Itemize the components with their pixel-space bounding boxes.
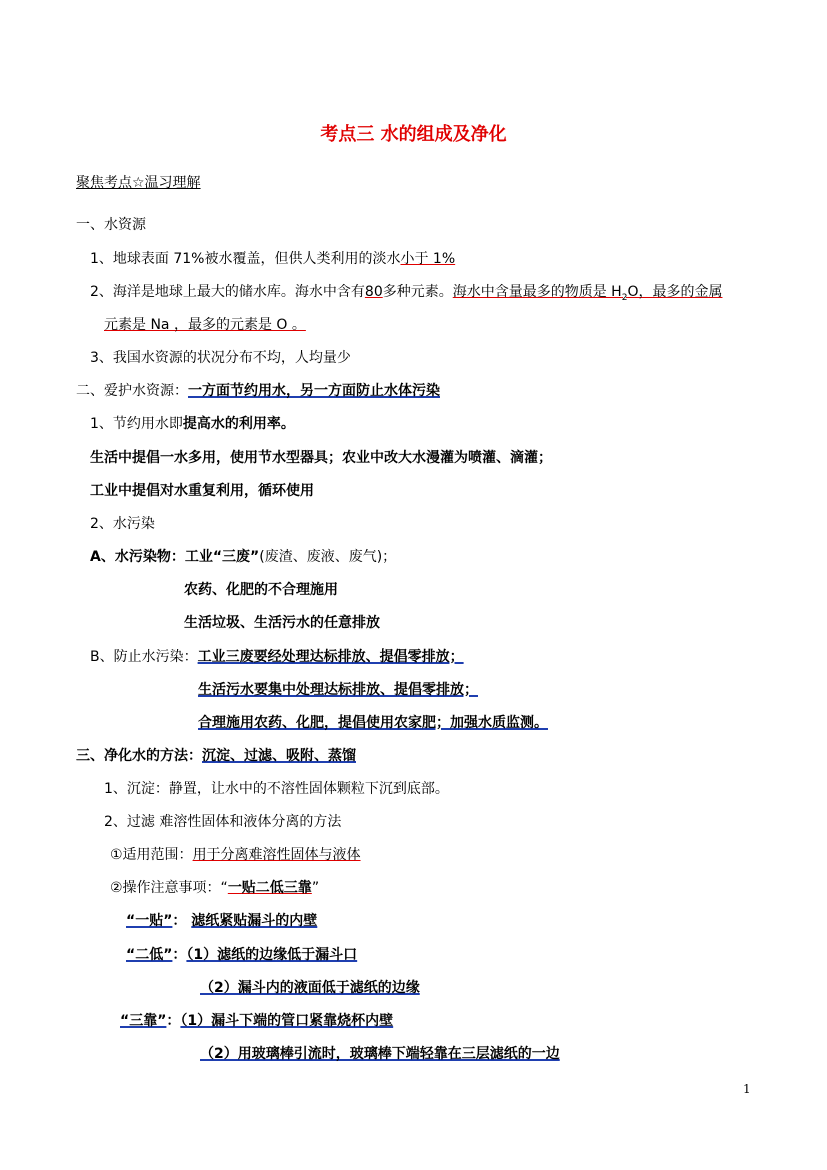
s2-b-text-1: 工业三废要经处理达标排放、提倡零排放； [197, 649, 464, 665]
s1-item-3: 3、我国水资源的状况分布不均，人均量少 [90, 350, 351, 366]
s3-erdi [126, 945, 357, 965]
s1-item-2 [90, 282, 722, 308]
s3-scope [110, 845, 361, 865]
s1-item-2-cont-text: 元素是 Na ，最多的元素是 O 。 [104, 317, 306, 333]
page-number: 1 [743, 1082, 751, 1096]
section-subtitle [76, 173, 201, 193]
page-title: 考点三 水的组成及净化 [320, 124, 507, 145]
s1-item-2-text-a: 2、海洋是地球上最大的储水库。海水中含有 [90, 284, 365, 300]
s1-item-2-text-g: ，最多的金属 [638, 284, 723, 300]
s2-item-1-b: 提高水的利用率。 [182, 416, 295, 432]
s3-notes-key: 一贴二低三靠 [227, 880, 312, 896]
s2-a-line-2: 农药、化肥的不合理施用 [184, 582, 338, 598]
s3-yitie-label: “一贴” [126, 913, 173, 929]
s1-item-1 [90, 249, 455, 269]
s1-item-2-text-f: O [627, 284, 639, 300]
heading-2-b: 一方面节约用水，另一方面防止水体污染 [188, 383, 440, 399]
s3-erdi-label: “二低” [126, 947, 173, 963]
s3-erdi-colon: ： [172, 947, 187, 963]
s1-item-2-text-d: 海水中含量最多的物质是 H [452, 284, 622, 300]
s3-sankao [120, 1011, 393, 1031]
heading-1: 一、水资源 [76, 217, 146, 233]
s2-item-1-a: 1、节约用水即 [90, 416, 183, 432]
s3-item-1: 1、沉淀：静置，让水中的不溶性固体颗粒下沉到底部。 [104, 781, 449, 797]
s3-sankao-text-1: （1）漏斗下端的管口紧靠烧杯内壁 [180, 1013, 394, 1029]
s2-a-detail: (废渣、废液、废气)； [259, 549, 397, 565]
s1-item-2-highlight [452, 284, 723, 303]
s1-item-2-sub: 2 [621, 292, 628, 303]
s3-notes-close: ” [311, 880, 320, 896]
s2-a-line-3: 生活垃圾、生活污水的任意排放 [184, 615, 380, 631]
heading-3-a: 三、净化水的方法： [76, 748, 202, 764]
s2-b-line-1 [90, 647, 464, 667]
s3-yitie-text: 滤纸紧贴漏斗的内壁 [191, 913, 318, 929]
heading-2 [76, 381, 440, 401]
heading-3 [76, 746, 356, 766]
s2-b-text-3: 合理施用农药、化肥，提倡使用农家肥；加强水质监测。 [198, 715, 548, 731]
s1-item-1-text: 1、地球表面 71%被水覆盖，但供人类利用的淡水 [90, 251, 401, 267]
s2-item-1 [90, 414, 295, 434]
s3-yitie [126, 911, 317, 931]
s3-sankao-text-2: （2）用玻璃棒引流时，玻璃棒下端轻靠在三层滤纸的一边 [200, 1046, 560, 1062]
s2-b-label: B、防止水污染： [90, 649, 198, 665]
s1-item-1-highlight: 小于 1% [400, 251, 456, 267]
heading-2-a: 二、爱护水资源： [76, 383, 188, 399]
s1-item-2-num: 80 [364, 284, 383, 300]
s2-item-2: 2、水污染 [90, 516, 155, 532]
subtitle-text: 聚焦考点☆温习理解 [76, 175, 201, 191]
s2-a-line-1 [90, 547, 396, 567]
s3-sankao-label: “三靠” [120, 1013, 167, 1029]
s1-item-2-cont [104, 315, 306, 335]
s3-erdi-text-2: （2）漏斗内的液面低于滤纸的边缘 [200, 980, 420, 996]
s3-yitie-colon: ： [172, 913, 187, 929]
s3-scope-text: 用于分离难溶性固体与液体 [192, 847, 361, 863]
heading-3-b: 沉淀、过滤、吸附、蒸馏 [202, 748, 356, 764]
s2-line-2: 生活中提倡一水多用，使用节水型器具；农业中改大水漫灌为喷灌、滴灌； [90, 450, 552, 466]
s3-notes-label: ②操作注意事项：“ [110, 880, 228, 896]
s3-sankao-colon: ： [166, 1013, 181, 1029]
s3-sankao-2 [200, 1044, 560, 1064]
s2-b-text-2: 生活污水要集中处理达标排放、提倡零排放； [198, 682, 478, 698]
s2-b-line-3 [198, 713, 548, 733]
s2-b-line-2 [198, 680, 478, 700]
s3-erdi-2 [200, 978, 420, 998]
s2-a-label: A、水污染物：工业“三废” [90, 549, 260, 565]
s3-item-2: 2、过滤 难溶性固体和液体分离的方法 [104, 814, 342, 830]
s3-scope-label: ①适用范围： [110, 847, 193, 863]
s2-line-3: 工业中提倡对水重复利用，循环使用 [90, 483, 314, 499]
s1-item-2-text-c: 多种元素。 [382, 284, 453, 300]
s3-notes [110, 878, 319, 898]
s3-erdi-text-1: （1）滤纸的边缘低于漏斗口 [186, 947, 358, 963]
